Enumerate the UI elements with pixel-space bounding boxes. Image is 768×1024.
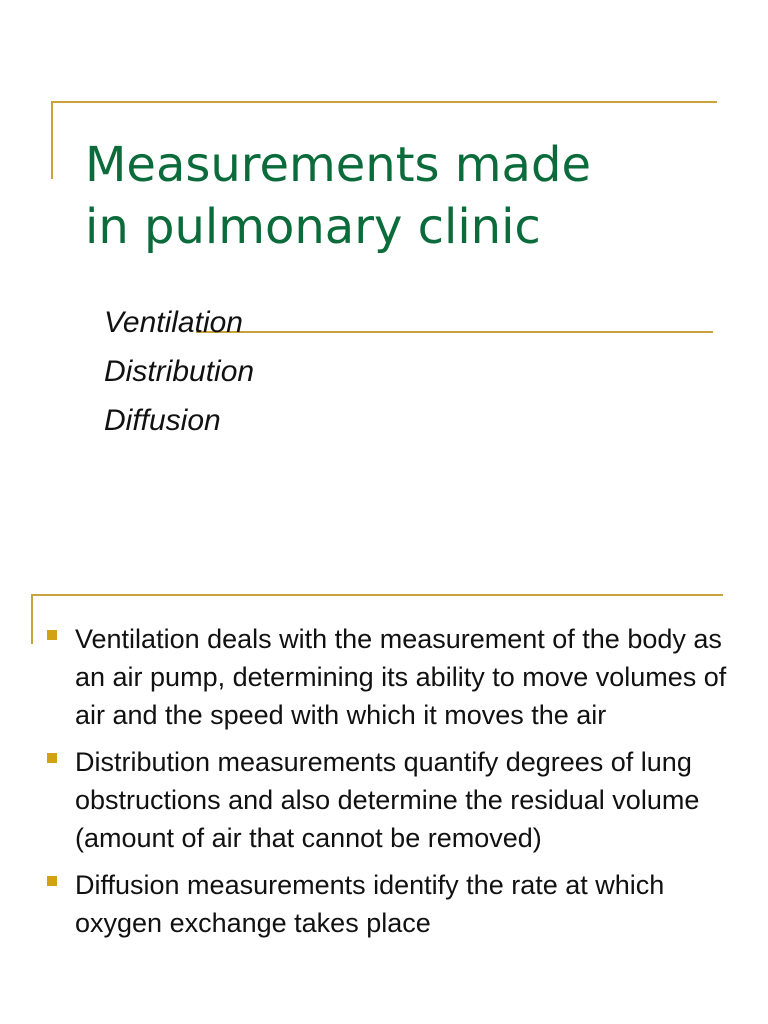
bullet-text: Ventilation deals with the measurement of the body as an air pump, determining its ability to move volumes of air and the speed with which it moves the air	[75, 624, 727, 730]
left-accent-line	[51, 101, 53, 179]
square-bullet-icon	[47, 876, 57, 886]
title-line-2: in pulmonary clinic	[85, 199, 541, 255]
bullet-list	[46, 620, 736, 951]
square-bullet-icon	[47, 753, 57, 763]
bullet-item-ventilation	[46, 620, 736, 734]
topic-distribution: Distribution	[104, 355, 255, 388]
bullet-item-distribution	[46, 743, 736, 857]
square-bullet-icon	[47, 630, 57, 640]
topic-ventilation: Ventilation	[104, 306, 243, 339]
title-underline	[196, 331, 713, 333]
left-accent-line-2	[31, 594, 33, 644]
title-line-1: Measurements made	[85, 137, 591, 193]
top-accent-line	[51, 101, 717, 103]
bullet-item-diffusion	[46, 866, 736, 942]
topic-diffusion: Diffusion	[104, 404, 221, 437]
bullet-text: Distribution measurements quantify degrees of lung obstructions and also determine the residual volume (amount of air that cannot be removed)	[75, 747, 700, 853]
top-accent-line-2	[31, 594, 723, 596]
slide-title	[85, 134, 725, 258]
bullet-text: Diffusion measurements identify the rate at which oxygen exchange takes place	[75, 870, 665, 938]
topic-list	[104, 298, 254, 445]
